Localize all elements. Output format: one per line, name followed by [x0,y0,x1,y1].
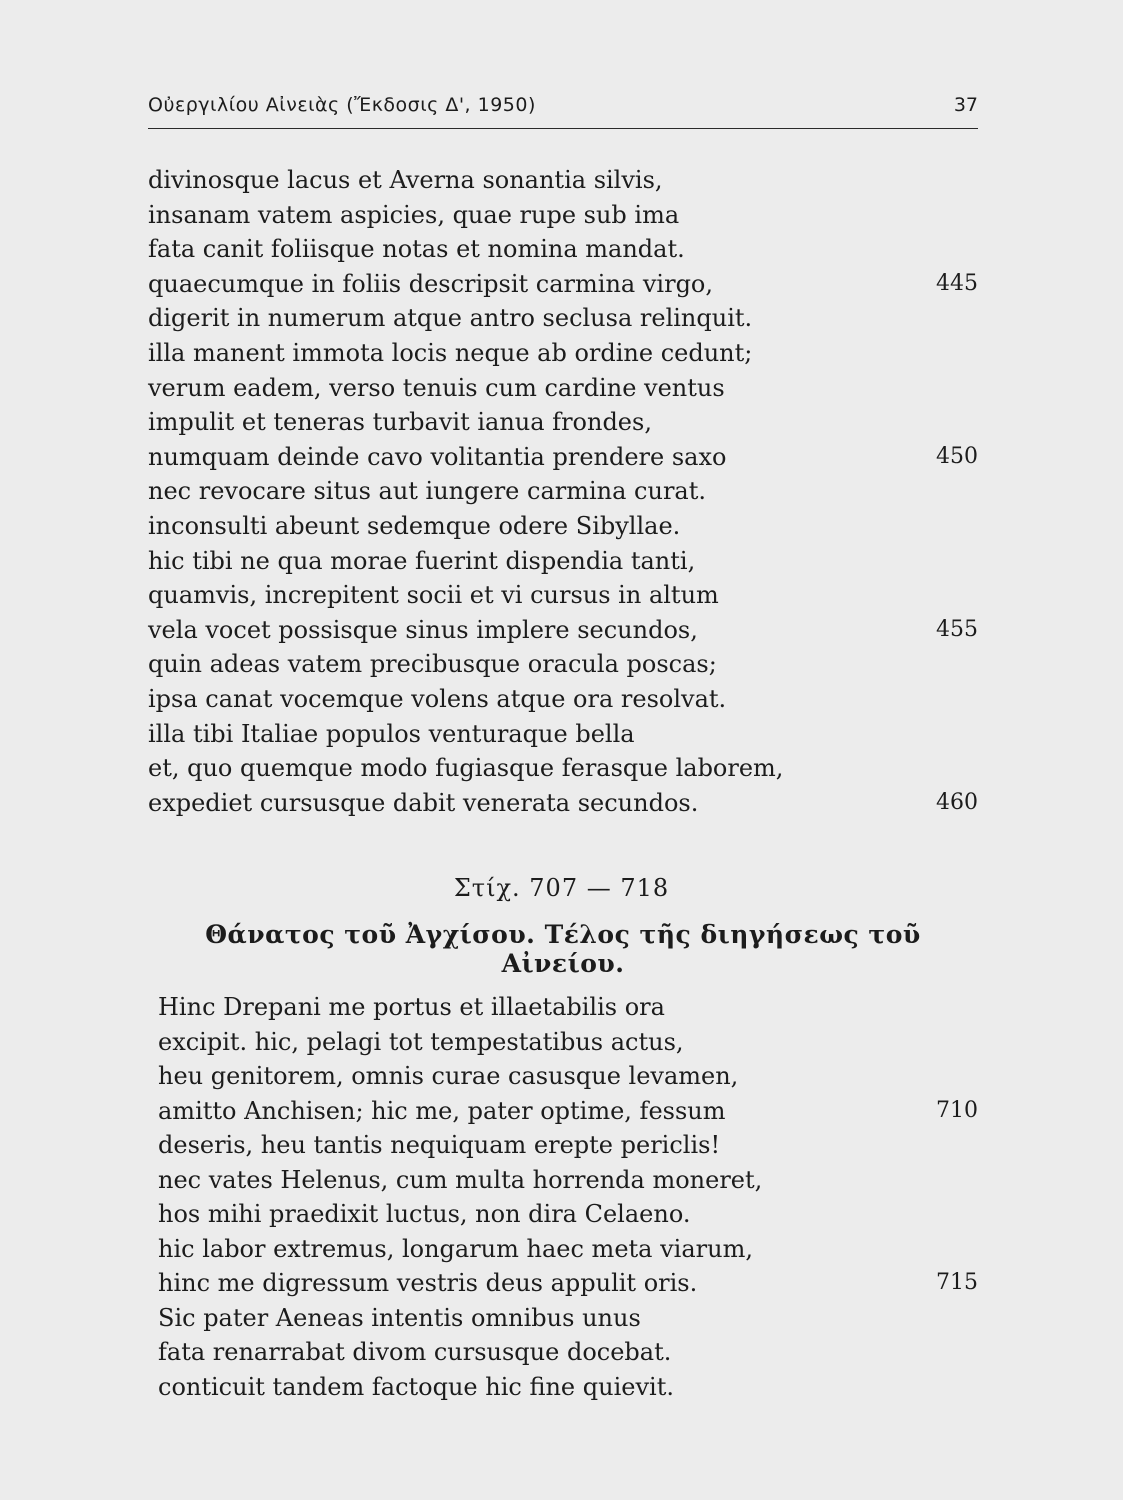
running-title: Οὐεργιλίου Αἰνειὰς (Ἔκδοσις Δ', 1950) [148,94,536,116]
verse-text: impulit et teneras turbavit ianua frondes, [148,408,652,437]
verse-line [148,1197,978,1232]
verse-line [148,1301,978,1336]
verse-text: quamvis, increpitent socii et vi cursus in altum [148,581,719,610]
verse-line [148,474,978,509]
verse-line [148,336,978,371]
verse-line [148,647,978,682]
section-heading: Θάνατος τοῦ Ἀγχίσου. Τέλος τῆς διηγήσεως τοῦ Αἰνείου. [205,920,921,978]
verse-line [148,1163,978,1198]
verse-text: divinosque lacus et Averna sonantia silvis, [148,166,663,194]
verse-text: heu genitorem, omnis curae casusque levamen, [158,1062,739,1090]
verse-line [148,163,978,198]
verse-text: quaecumque in foliis descripsit carmina virgo, [148,269,714,298]
line-number: 715 [936,1270,978,1295]
verse-text: illa manent immota locis neque ab ordine cedunt; [148,338,753,367]
verse-block-death-of-anchises [148,990,978,1404]
verse-text: Hinc Drepani me portus et illaetabilis ora [158,993,665,1021]
verse-text: excipit. hic, pelagi tot tempestatibus actus, [158,1027,684,1056]
verse-line [148,371,978,406]
verse-line [148,301,978,336]
verse-line [148,1370,978,1405]
verse-line [148,1128,978,1163]
line-number: 455 [936,616,978,642]
verse-line [148,717,978,752]
verse-text: conticuit tandem factoque hic fine quievit. [158,1372,674,1401]
verse-text: quin adeas vatem precibusque oracula poscas; [148,650,717,679]
verse-text: ipsa canat vocemque volens atque ora resolvat. [148,684,727,713]
verse-line [148,198,978,233]
verse-text: nec revocare situs aut iungere carmina curat. [148,477,707,506]
verse-range-reference: Στίχ. 707 — 718 [453,874,670,902]
verse-text: inconsulti abeunt sedemque odere Sibyllae. [148,511,681,540]
verse-line [148,1232,978,1267]
verse-line [148,1025,978,1060]
verse-line [148,613,978,648]
line-number: 445 [936,270,978,296]
verse-text: fata renarrabat divom cursusque docebat. [158,1338,672,1366]
verse-line [148,1266,978,1301]
verse-line [148,405,978,440]
verse-text: verum eadem, verso tenuis cum cardine ventus [148,373,725,402]
verse-text: amitto Anchisen; hic me, pater optime, fessum [158,1096,726,1125]
verse-text: vela vocet possisque sinus implere secundos, [148,615,698,644]
verse-block-aeneid-book3 [148,163,978,820]
line-number: 710 [936,1097,978,1123]
verse-text: hos mihi praedixit luctus, non dira Celaeno. [158,1200,691,1228]
verse-line [148,578,978,613]
verse-line [148,1094,978,1129]
line-number: 460 [936,789,978,815]
verse-line [148,786,978,821]
verse-line [148,267,978,302]
verse-text: et, quo quemque modo fugiasque ferasque laborem, [148,754,784,783]
verse-line [148,990,978,1025]
verse-text: illa tibi Italiae populos venturaque bella [148,719,635,748]
verse-text: fata canit foliisque notas et nomina mandat. [148,235,685,264]
verse-text: hinc me digressum vestris deus appulit oris. [158,1269,698,1297]
verse-text: Sic pater Aeneas intentis omnibus unus [158,1303,641,1332]
verse-line [148,1059,978,1094]
verse-text: hic labor extremus, longarum haec meta viarum, [158,1234,753,1263]
verse-line [148,509,978,544]
verse-text: deseris, heu tantis nequiquam erepte periclis! [158,1131,721,1159]
running-header [148,92,978,129]
verse-line [148,682,978,717]
verse-text: expediet cursusque dabit venerata secundos. [148,788,699,817]
verse-text: insanam vatem aspicies, quae rupe sub ima [148,200,680,229]
verse-line [148,232,978,267]
verse-text: digerit in numerum atque antro seclusa relinquit. [148,304,753,333]
line-number: 450 [936,443,978,469]
verse-text: hic tibi ne qua morae fuerint dispendia tanti, [148,546,696,575]
verse-line [148,544,978,579]
verse-line [148,751,978,786]
page-number: 37 [953,94,978,116]
verse-line [148,440,978,475]
verse-text: nec vates Helenus, cum multa horrenda moneret, [158,1165,763,1194]
verse-text: numquam deinde cavo volitantia prendere saxo [148,442,727,471]
verse-line [148,1335,978,1370]
